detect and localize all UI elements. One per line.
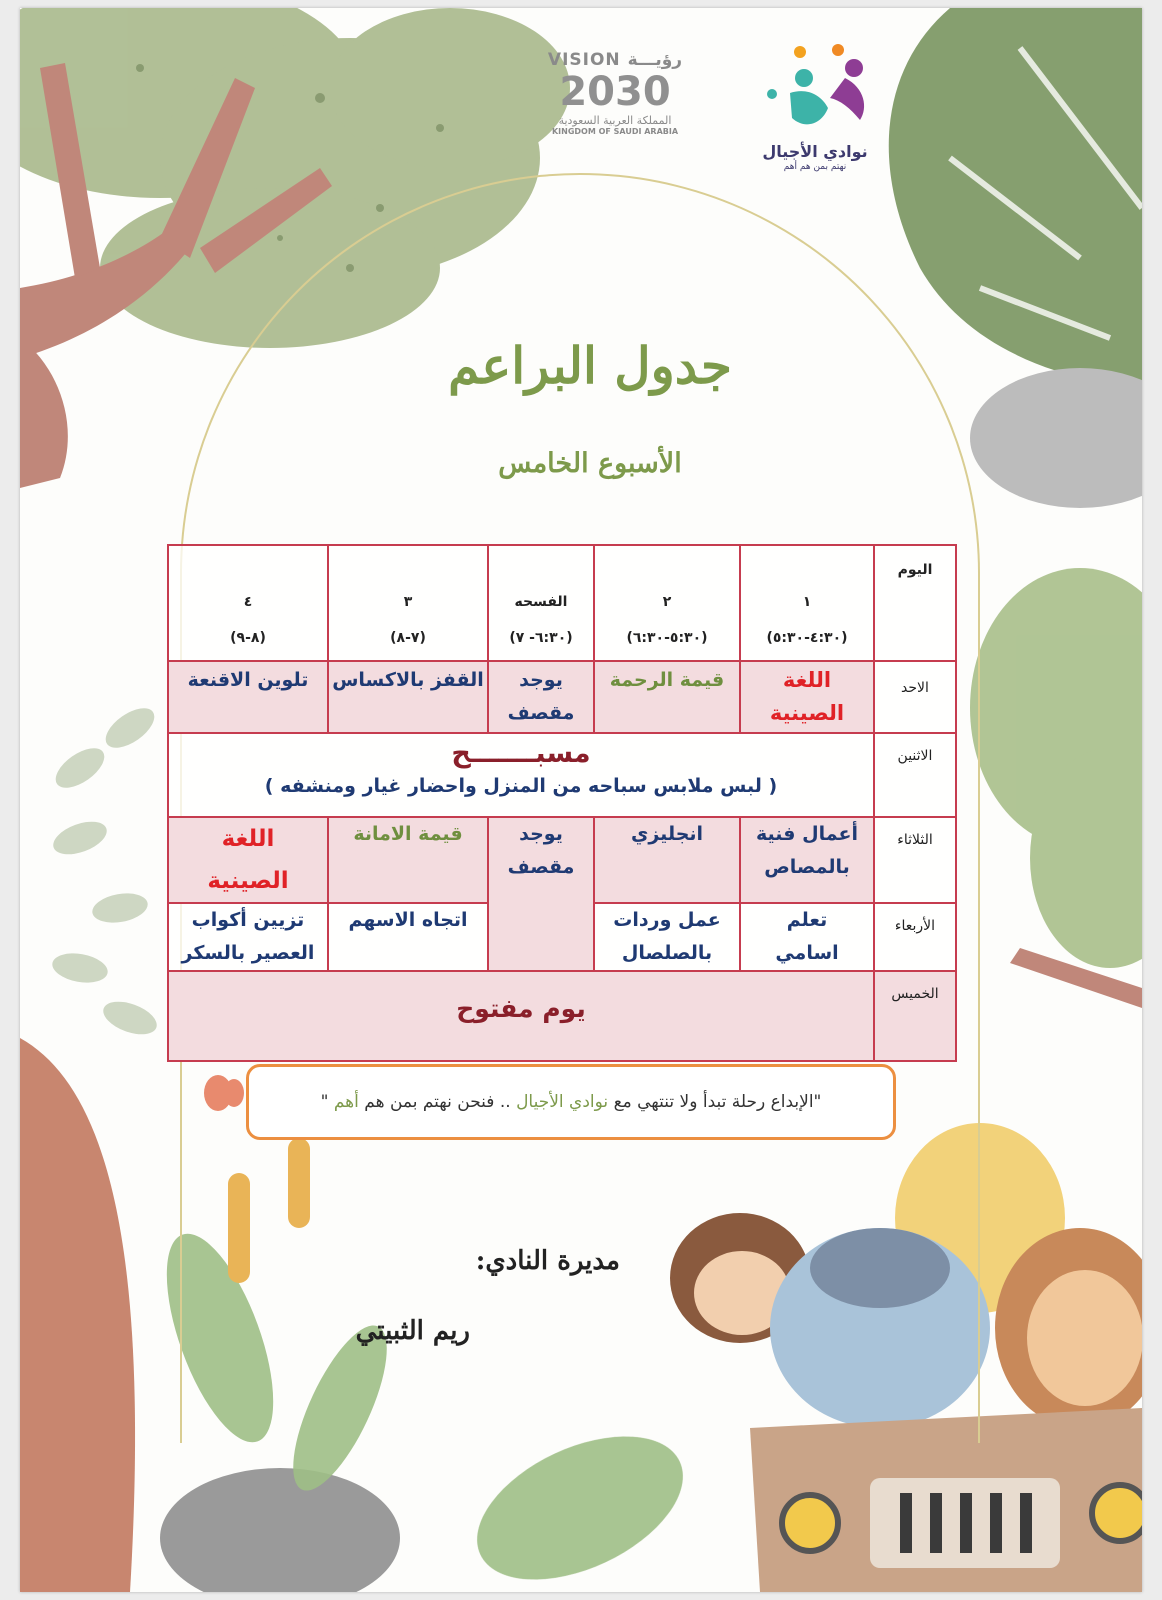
day-thursday: الخميس [873, 970, 957, 1062]
leaf-branch-left [49, 700, 161, 1040]
tree-right-middle [970, 568, 1142, 968]
day-tuesday: الثلاثاء [873, 816, 957, 904]
tuesday-period-2: انجليزي [593, 816, 741, 904]
quote-box [246, 1064, 896, 1140]
schedule-table [167, 544, 957, 1062]
quote-end: أهم [333, 1092, 359, 1112]
wednesday-period-1: تعلم اسامي [739, 902, 875, 972]
wednesday-period-4: تزيين أكواب العصير بالسكر [167, 902, 329, 972]
page-title: جدول البراعم [448, 336, 732, 395]
header-break: الفسحه (٦:٣٠- ٧) [487, 544, 595, 662]
vision-logo-year: 2030 [559, 69, 671, 115]
header-period-3: ٣ (٧-٨) [327, 544, 489, 662]
header-period-4: ٤ (٨-٩) [167, 544, 329, 662]
sunday-period-3: القفز بالاكساس [327, 660, 489, 734]
club-logo-figures-icon [750, 38, 880, 138]
vision-2030-logo [540, 50, 690, 160]
tuesday-break: يوجد مقصف [487, 816, 595, 972]
quote-part-2: .. فنحن نهتم بمن هم [358, 1092, 517, 1112]
vision-logo-top: VISION رؤيـــة [547, 50, 683, 70]
club-logo-name: نوادي الأجيال [762, 142, 868, 161]
quote-close: " [320, 1092, 334, 1112]
tuesday-period-3: قيمة الامانة [327, 816, 489, 904]
day-monday: الاثنين [873, 732, 957, 818]
day-wednesday: الأربعاء [873, 902, 957, 972]
rock-bottom-left [160, 1468, 400, 1592]
club-logo [750, 38, 890, 178]
monday-activity: مسبـــــــح ( لبس ملابس سباحه من المنزل واحضار غيار ومنشفه ) [167, 732, 875, 818]
header-day: اليوم [873, 544, 957, 662]
thursday-activity: يوم مفتوح [167, 970, 875, 1062]
manager-name: ريم الثبيتي [355, 1316, 470, 1346]
poster [20, 8, 1142, 1592]
tuesday-period-1: أعمال فنية بالمصاص [739, 816, 875, 904]
club-logo-tagline: نهتم بمن هم أهم [783, 162, 847, 172]
wednesday-period-2: عمل وردات بالصلصال [593, 902, 741, 972]
week-subtitle: الأسبوع الخامس [498, 448, 682, 479]
monstera-leaf-right [889, 8, 1142, 388]
sunday-period-4: تلوين الاقنعة [167, 660, 329, 734]
header-period-1: ١ (٤:٣٠-٥:٣٠) [739, 544, 875, 662]
wednesday-period-3: اتجاه الاسهم [327, 902, 489, 972]
vision-logo-ar: المملكة العربية السعودية [558, 114, 672, 127]
quote-part-1: "الإبداع رحلة تبدأ ولا تنتهي مع [608, 1092, 822, 1112]
sunday-period-1: اللغة الصينية [739, 660, 875, 734]
manager-title: مديرة النادي: [475, 1246, 620, 1276]
vision-logo-en: KINGDOM OF SAUDI ARABIA [551, 127, 679, 136]
rock-right [970, 368, 1142, 508]
leaf-bottom-left [20, 1038, 135, 1592]
sunday-break: يوجد مقصف [487, 660, 595, 734]
tuesday-period-4: اللغة الصينية [167, 816, 329, 904]
header-period-2: ٢ (٥:٣٠-٦:٣٠) [593, 544, 741, 662]
day-sunday: الاحد [873, 660, 957, 734]
quote-club: نوادي الأجيال [516, 1092, 609, 1112]
sunday-period-2: قيمة الرحمة [593, 660, 741, 734]
